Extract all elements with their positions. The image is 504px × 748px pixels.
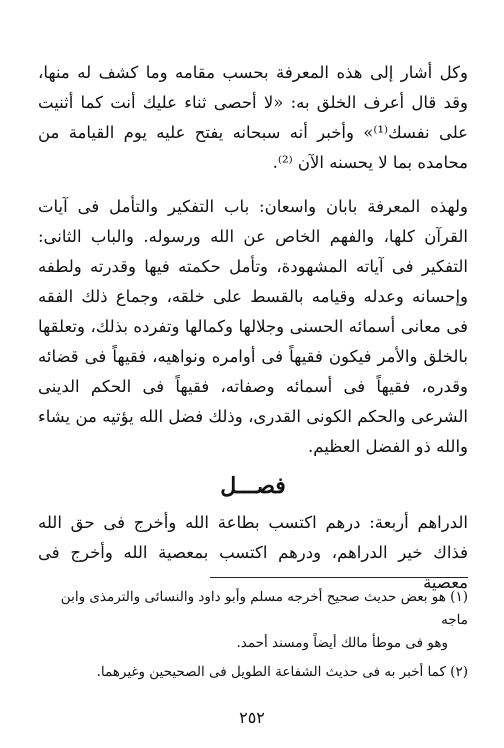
section-heading: فصـــل [220, 473, 286, 499]
paragraph-3: الدراهم أربعة: درهم اكتسب بطاعة الله وأخرج فى حق الله فذاك خير الدراهم، ودرهم اكتسب بمعصية الله وأخرج فى معصية [38, 513, 468, 592]
page-number: ٢٥٢ [239, 708, 265, 727]
footnotes [38, 586, 468, 684]
footnote-divider [210, 577, 468, 578]
paragraph-1: وكل أشار إلى هذه المعرفة بحسب مقامه وما كشف له منها، وقد قال أعرف الخلق به: «لا أحصى ثناء عليك أنت كما أثنيت على نفسك⁽¹⁾» وأخبر أنه سبحانه يفتح عليه يوم القيامة من محامده بما لا يحسنه الآن ⁽²⁾. [38, 63, 469, 172]
footnote-1-continuation: وهو فى موطأ مالك أيضاً ومسند أحمد. [236, 635, 448, 651]
paragraph-2: ولهذه المعرفة بابان واسعان: باب التفكير والتأمل فى آيات القرآن كلها، والفهم الخاص عن الله ورسوله. والباب الثانى: التفكير فى آياته المشهودة، وتأمل حكمته فيها وقدرته ولطفه وإحسانه وعدله وقيامه بالقسط على خلقه، وجماع ذلك الفقه فى معانى أسمائه الحسنى وجلالها وكمالها وتفرده بذلك، وتعلقها بالخلق والأمر فيكون فقيهاً فى أوامره ونواهيه، فقيهاً فى قضائه وقدره، فقيهاً فى أسمائه وصفاته، فقيهاً فى الحكم الدينى الشرعى والحكم الكونى القدرى، وذلك فضل الله يؤتيه من يشاء والله ذو الفضل العظيم. [38, 197, 468, 456]
main-text [38, 58, 468, 598]
footnote-2: (٢) كما أخبر به فى حديث الشفاعة الطويل فى الصحيحين وغيرهما. [96, 664, 468, 680]
footnote-1: (١) هو بعض حديث صحيح أخرجه مسلم وأبو داود والنسائى والترمذى وابن ماجه [60, 589, 468, 628]
